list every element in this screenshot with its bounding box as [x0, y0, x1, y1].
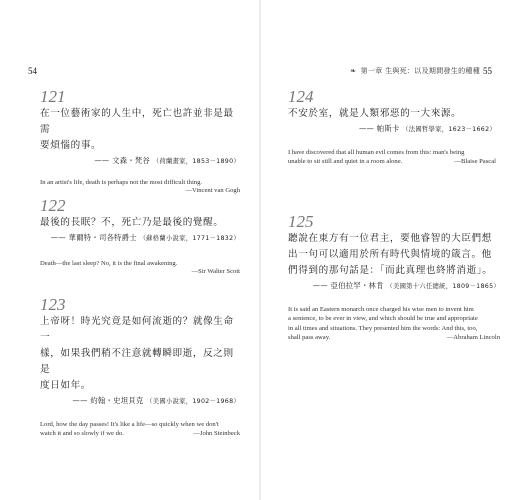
zh-attribution-name: —— 文森・梵谷: [94, 156, 151, 165]
quote-chinese-text: [288, 231, 500, 279]
zh-line: 最後的長眠？不，死亡乃是最後的覺醒。: [40, 217, 224, 228]
en-line-with-attribution: [288, 333, 500, 342]
zh-line: 不安於室，就是人類邪惡的一大來源。: [288, 108, 462, 119]
en-attribution: —Sir Walter Scott: [191, 268, 240, 276]
quote-entry-121: [40, 88, 240, 194]
en-attribution: —Blaise Pascal: [454, 158, 496, 166]
quote-chinese-text: [40, 215, 240, 231]
en-line: shall pass away.: [288, 334, 331, 342]
zh-attribution: [40, 396, 240, 406]
page-number-right: 55: [483, 66, 492, 76]
en-line: a sentence, to be ever in view, and which should be true and appropriate: [288, 315, 478, 323]
zh-attribution-name: —— 帕斯卡: [358, 124, 400, 133]
page-number-left: 54: [28, 66, 37, 76]
quote-entry-123: [40, 296, 240, 439]
zh-line: 在一位藝術家的人生中，死亡也許並非是最需: [40, 108, 234, 135]
en-line: in all times and situations. They presented him the words: And this, too,: [288, 324, 478, 332]
quote-entry-122: [40, 197, 240, 275]
zh-line: 出一句可以適用於所有時代與情境的箴言。他: [288, 249, 492, 260]
zh-attribution: [40, 156, 240, 166]
quote-number: 125: [288, 212, 314, 231]
quote-number: 124: [288, 87, 314, 106]
quote-number: 123: [40, 295, 66, 314]
en-line: watch it and so slowly if we do.: [40, 430, 124, 438]
quote-english-text: [40, 420, 240, 439]
en-line-with-attribution: [40, 429, 240, 438]
zh-attribution-name: —— 華爾特・司各特爵士: [50, 233, 137, 242]
en-attribution: —John Steinbeck: [193, 430, 240, 438]
running-header: [350, 66, 480, 76]
zh-attribution-note: （美國第十六任總統，1809－1865）: [386, 283, 500, 290]
en-line-with-attribution: [288, 157, 496, 166]
zh-attribution-note: （法國哲學家，1623－1662）: [402, 126, 496, 133]
zh-attribution: [288, 124, 496, 134]
en-line: In an artist's life, death is perhaps not the most difficult thing.: [40, 179, 203, 186]
quote-number: 121: [40, 87, 66, 106]
running-header-text: 第一章 生與死：以及期間發生的種種: [360, 67, 480, 75]
zh-attribution-note: （美國小說家，1902－1968）: [146, 398, 240, 405]
right-page: [260, 0, 520, 500]
en-line: It is said an Eastern monarch once charged his wise men to invent him: [288, 306, 474, 313]
zh-attribution-name: —— 亞伯拉罕・林肯: [312, 281, 384, 290]
quote-english-text: [288, 148, 496, 167]
zh-attribution-note: （荷蘭畫家，1853－1890）: [152, 158, 240, 165]
zh-attribution-note: （蘇格蘭小說家，1771－1832）: [139, 235, 240, 242]
zh-line: 度日如年。: [40, 380, 91, 391]
quote-english-text: [40, 178, 240, 187]
zh-line: 上帝呀！時光究竟是如何流逝的？就像生命一: [40, 316, 234, 343]
en-line: Death—the last sleep? No, it is the final awakening.: [40, 260, 178, 267]
zh-line: 們得到的那句話是：「而此真理也終將消逝」。: [288, 265, 493, 276]
zh-line: 要煩惱的事。: [40, 140, 102, 151]
zh-attribution: [288, 281, 500, 291]
quote-entry-124: [288, 88, 496, 167]
quote-entry-125: [288, 213, 500, 343]
zh-attribution: [40, 233, 240, 243]
quote-chinese-text: [40, 106, 240, 154]
zh-line: 樣，如果我們稍不注意就轉瞬即逝，反之則是: [40, 348, 234, 375]
zh-line: 聽說在東方有一位君主，要他睿智的大臣們想: [288, 233, 492, 244]
zh-attribution-name: —— 約翰・史坦貝克: [72, 396, 144, 405]
en-line: unable to sit still and quiet in a room alone.: [288, 158, 403, 166]
quote-chinese-text: [40, 314, 240, 394]
leaf-icon: ❧: [349, 67, 357, 75]
quote-english-text: [288, 305, 500, 343]
quote-number: 122: [40, 196, 66, 215]
en-line: I have discovered that all human evil comes from this: man's being: [288, 149, 465, 156]
en-attribution: —Abraham Lincoln: [446, 334, 500, 342]
en-attribution: —Vincent van Gogh: [185, 187, 240, 195]
en-line: Lord, how the day passes! It's like a life—so quickly when we don't: [40, 421, 219, 428]
quote-english-text: [40, 259, 240, 268]
quote-chinese-text: [288, 106, 496, 122]
